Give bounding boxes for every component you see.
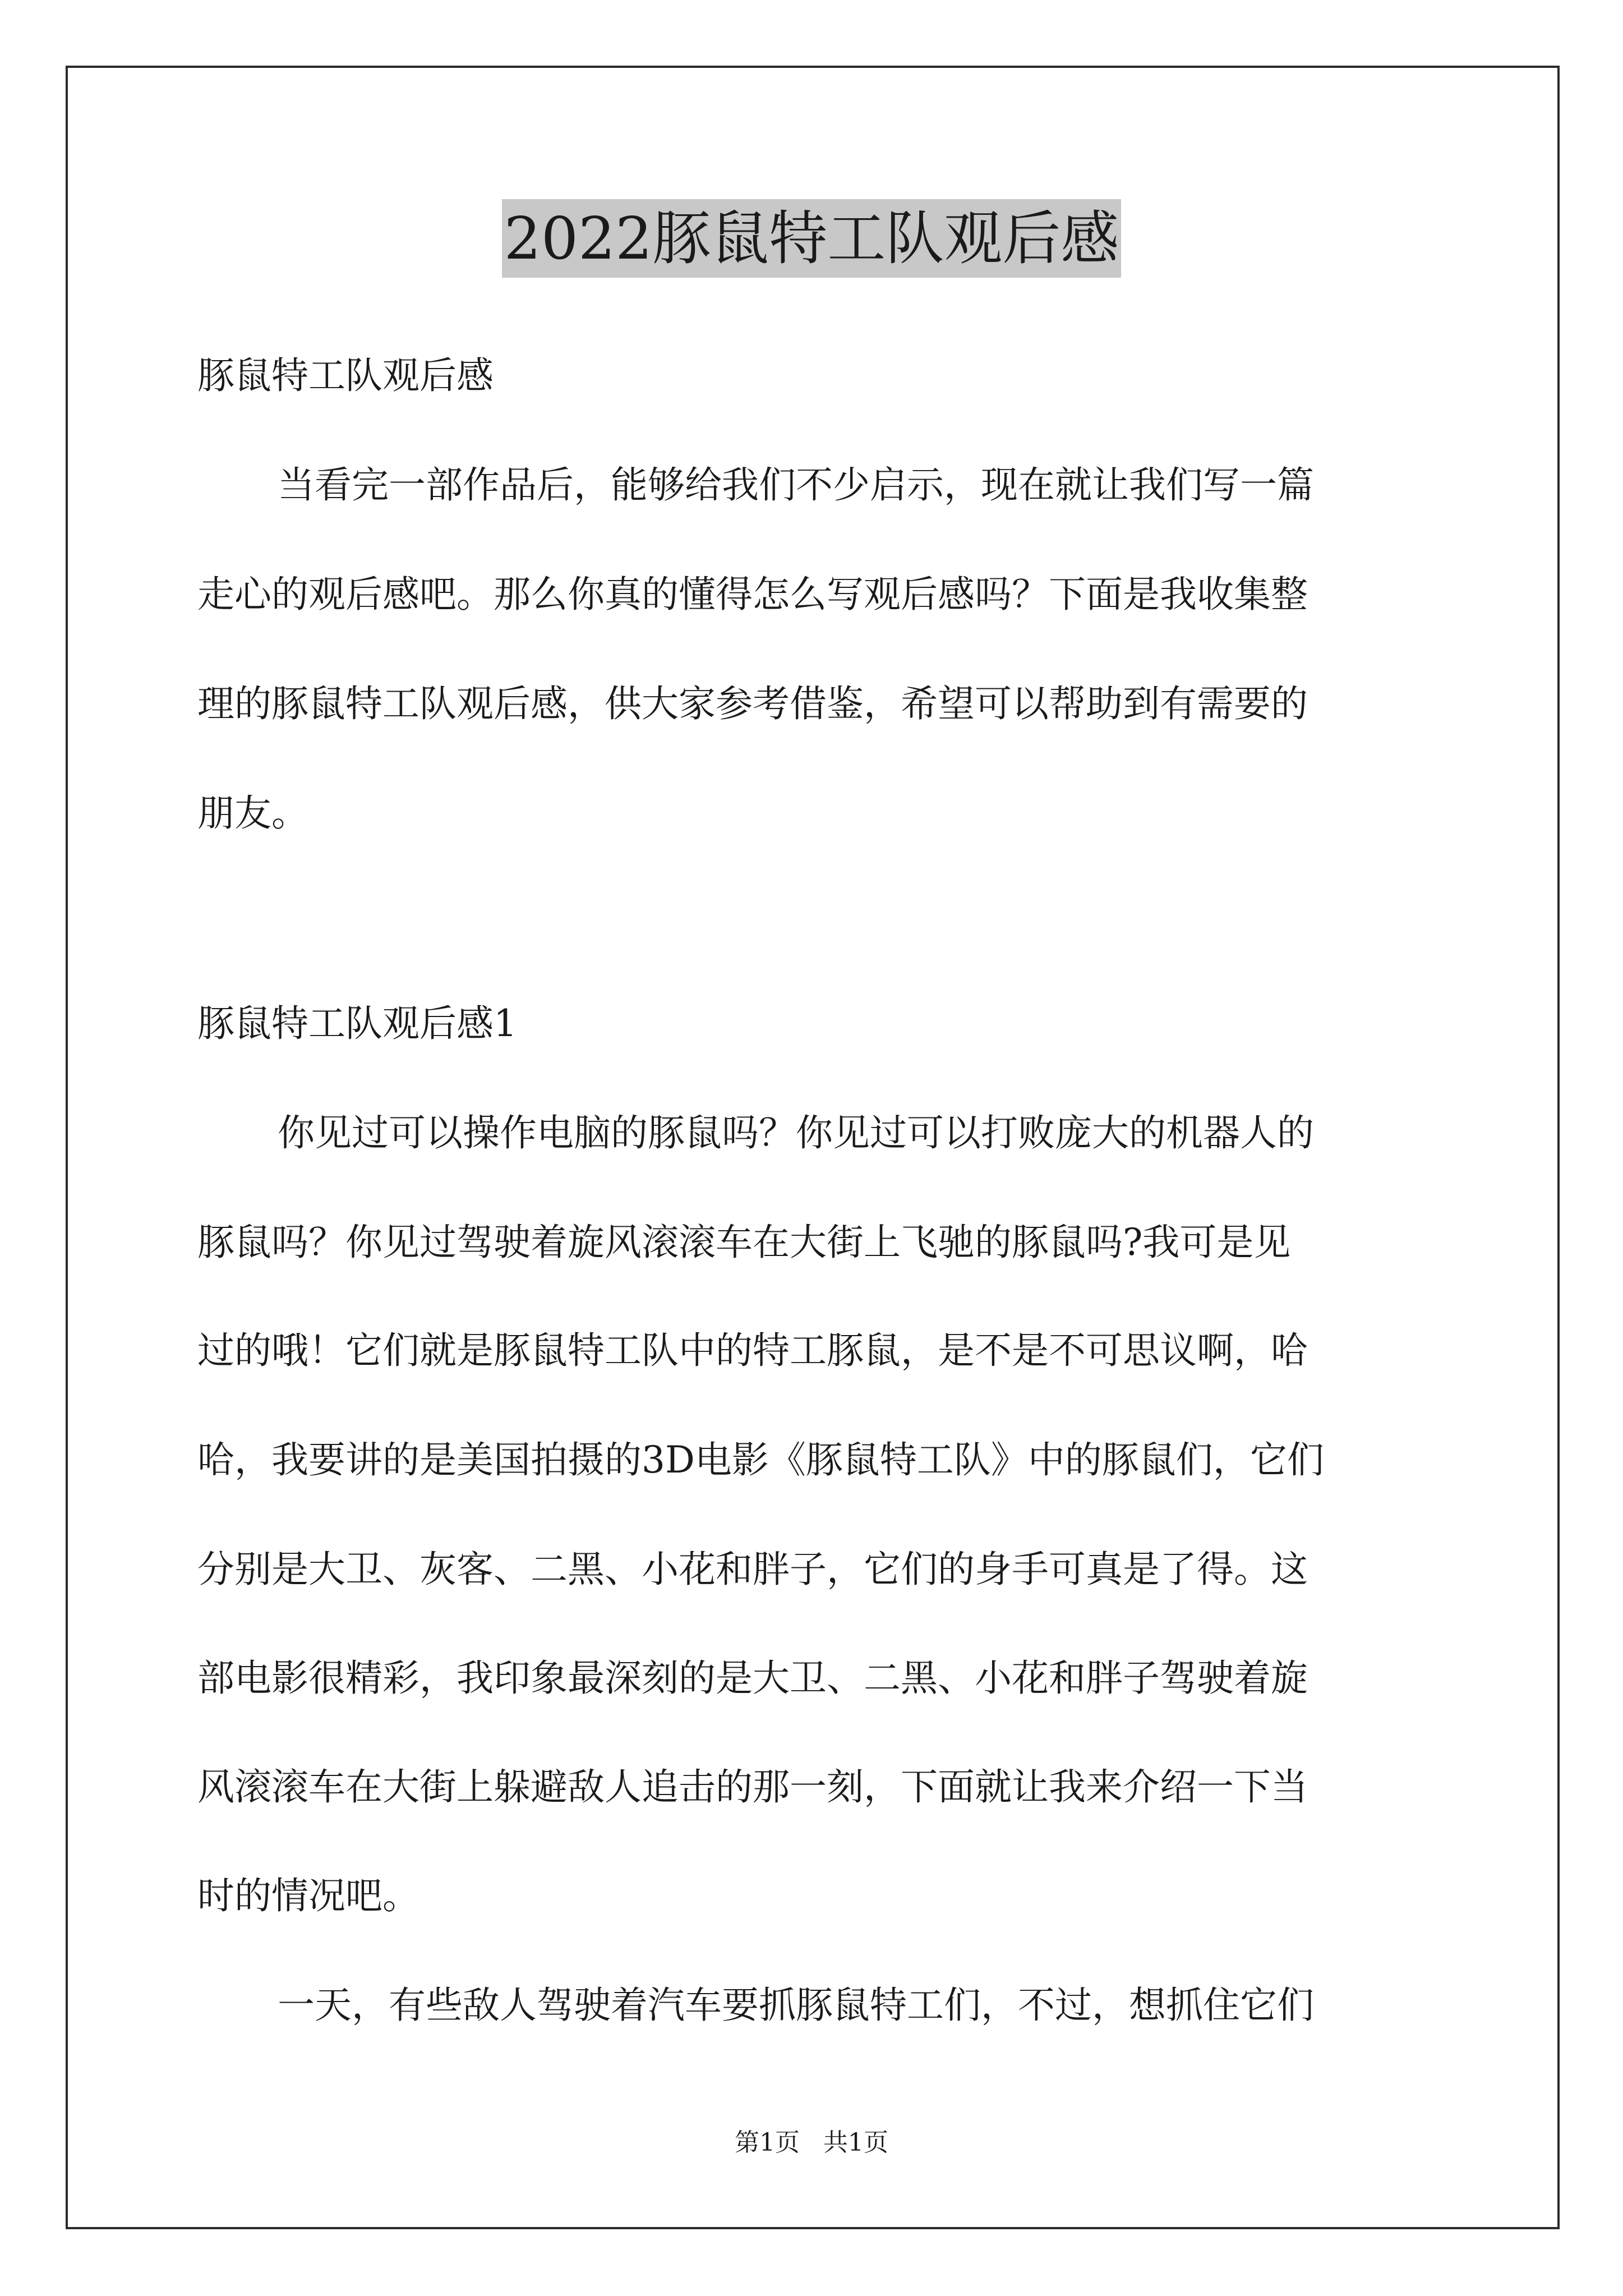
page-footer: 第1页 共1页 — [735, 2128, 888, 2157]
body-paragraph-2-line-1: 一天，有些敌人驾驶着汽车要抓豚鼠特工们，不过，想抓住它们 — [278, 1984, 1314, 2027]
title-container — [0, 199, 1623, 278]
body-paragraph-1-line-5: 分别是大卫、灰客、二黑、小花和胖子，它们的身手可真是了得。这 — [197, 1548, 1308, 1591]
body-paragraph-1-line-4: 哈，我要讲的是美国拍摄的3D电影《豚鼠特工队》中的豚鼠们，它们 — [197, 1438, 1324, 1481]
body-paragraph-1-line-7: 风滚滚车在大街上躲避敌人追击的那一刻，下面就让我来介绍一下当 — [197, 1765, 1308, 1809]
intro-paragraph-line-3: 理的豚鼠特工队观后感，供大家参考借鉴，希望可以帮助到有需要的 — [197, 682, 1308, 725]
body-paragraph-1-line-2: 豚鼠吗？你见过驾驶着旋风滚滚车在大街上飞驰的豚鼠吗?我可是见 — [197, 1221, 1291, 1264]
section-heading: 豚鼠特工队观后感1 — [197, 1002, 517, 1045]
body-paragraph-1-line-6: 部电影很精彩，我印象最深刻的是大卫、二黑、小花和胖子驾驶着旋 — [197, 1657, 1308, 1700]
intro-paragraph-line-2: 走心的观后感吧。那么你真的懂得怎么写观后感吗？下面是我收集整 — [197, 573, 1308, 616]
intro-heading: 豚鼠特工队观后感 — [197, 354, 494, 397]
document-title: 2022豚鼠特工队观后感 — [502, 199, 1122, 278]
intro-paragraph-line-1: 当看完一部作品后，能够给我们不少启示，现在就让我们写一篇 — [278, 463, 1314, 507]
body-paragraph-1-line-8: 时的情况吧。 — [197, 1874, 419, 1917]
intro-paragraph-line-4: 朋友。 — [197, 792, 308, 835]
body-paragraph-1-line-1: 你见过可以操作电脑的豚鼠吗？你见过可以打败庞大的机器人的 — [278, 1111, 1314, 1154]
body-paragraph-1-line-3: 过的哦！它们就是豚鼠特工队中的特工豚鼠，是不是不可思议啊，哈 — [197, 1329, 1308, 1372]
